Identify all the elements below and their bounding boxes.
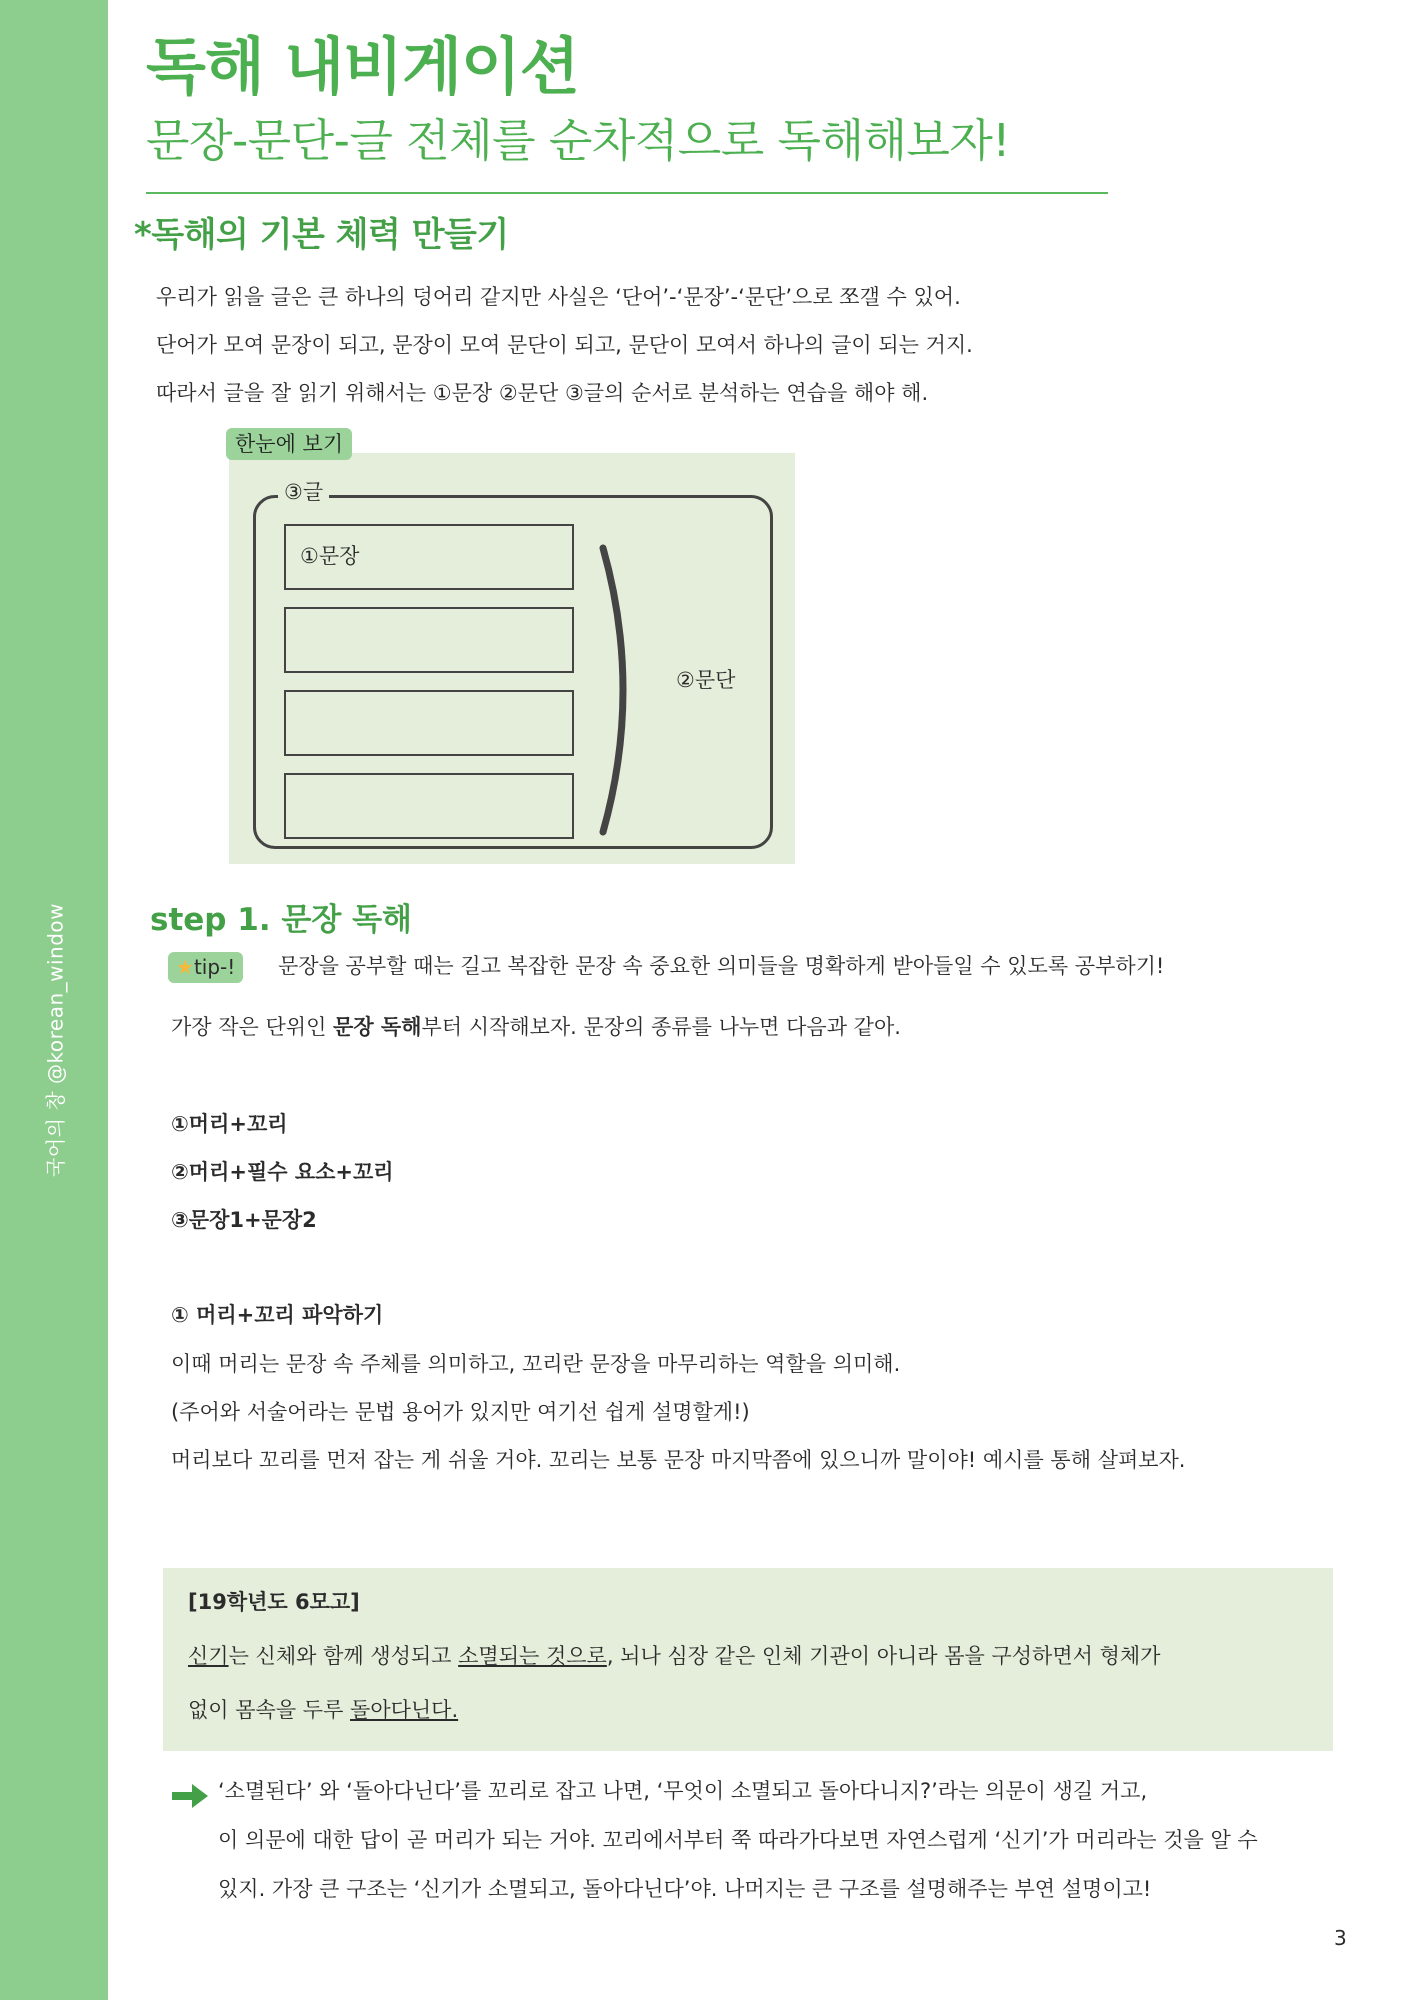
example-text: 없이 몸속을 두루 [188,1698,351,1722]
page-subtitle: 문장-문단-글 전체를 순차적으로 독해해보자! [146,114,1010,167]
sidebar-label: 국어의 창 @korean_window [43,903,68,1177]
step1-intro [171,1017,901,1038]
answer-line-1: ‘소멸된다’ 와 ‘돌아다닌다’를 꼬리로 잡고 나면, ‘무엇이 소멸되고 돌아다니지?’라는 의문이 생길 거고, [218,1779,1148,1803]
intro-emphasis: 문장 독해 [333,1015,422,1039]
example-underline: 돌아다닌다. [350,1698,459,1722]
sentence-box [284,773,574,839]
explain-line-1: 이때 머리는 문장 속 주체를 의미하고, 꼬리란 문장을 마무리하는 역할을 의미해. [171,1352,901,1376]
explain-line-2: (주어와 서술어라는 문법 용어가 있지만 여기선 쉽게 설명할게!) [171,1400,750,1424]
paragraph-label: ②문단 [676,668,736,692]
sentence-type-3: ③문장1+문장2 [171,1208,317,1232]
tip-text: 문장을 공부할 때는 길고 복잡한 문장 속 중요한 의미들을 명확하게 받아들일 수 있도록 공부하기! [278,954,1165,978]
section-line-2: 단어가 모여 문장이 되고, 문장이 모여 문단이 되고, 문단이 모여서 하나의 글이 되는 거지. [156,333,973,357]
text-frame-label: ③글 [278,480,329,505]
sentence-type-1: ①머리+꼬리 [171,1112,288,1136]
title-divider [146,192,1108,194]
sentence-box [284,524,574,590]
section-line-1: 우리가 읽을 글은 큰 하나의 덩어리 같지만 사실은 ‘단어’-‘문장’-‘문단’으로 쪼갤 수 있어. [156,285,961,309]
tip-badge [168,952,243,983]
example-underline: 소멸되는 것으로 [458,1644,607,1668]
sentence-box [284,607,574,673]
intro-text: 부터 시작해보자. 문장의 종류를 나누면 다음과 같아. [421,1015,901,1039]
intro-text: 가장 작은 단위인 [171,1015,334,1039]
answer-line-2: 이 의문에 대한 답이 곧 머리가 되는 거야. 꼬리에서부터 쭉 따라가다보면 자연스럽게 ‘신기’가 머리라는 것을 알 수 [218,1828,1258,1852]
overview-tag: 한눈에 보기 [226,428,352,460]
sidebar [0,0,108,2000]
arrow-right-icon [170,1781,210,1811]
example-line-1 [188,1646,1160,1667]
section-heading: *독해의 기본 체력 만들기 [134,215,509,255]
sentence-box-label: ①문장 [300,544,360,568]
paragraph-bracket [585,540,645,840]
answer-line-3: 있지. 가장 큰 구조는 ‘신기가 소멸되고, 돌아다닌다’야. 나머지는 큰 구조를 설명해주는 부연 설명이고! [218,1877,1152,1901]
sentence-type-2: ②머리+필수 요소+꼬리 [171,1160,394,1184]
section-line-3: 따라서 글을 잘 읽기 위해서는 ①문장 ②문단 ③글의 순서로 분석하는 연습을 해야 해. [156,381,929,405]
star-icon: ★ [176,955,194,979]
tip-label: tip-! [193,955,236,979]
example-text: 는 신체와 함께 생성되고 [228,1644,459,1668]
example-underline: 신기 [188,1644,229,1668]
example-text: , 뇌나 심장 같은 인체 기관이 아니라 몸을 구성하면서 형체가 [606,1644,1161,1668]
explain-line-3: 머리보다 꼬리를 먼저 잡는 게 쉬울 거야. 꼬리는 보통 문장 마지막쯤에 있으니까 말이야! 예시를 통해 살펴보자. [171,1448,1186,1472]
page-title: 독해 내비게이션 [146,30,579,103]
example-source: [19학년도 6모고] [188,1590,360,1614]
step1-heading: step 1. 문장 독해 [150,902,412,938]
sub-heading: ① 머리+꼬리 파악하기 [171,1303,384,1327]
page-number: 3 [1334,1926,1347,1950]
example-line-2 [188,1700,458,1721]
sentence-box [284,690,574,756]
